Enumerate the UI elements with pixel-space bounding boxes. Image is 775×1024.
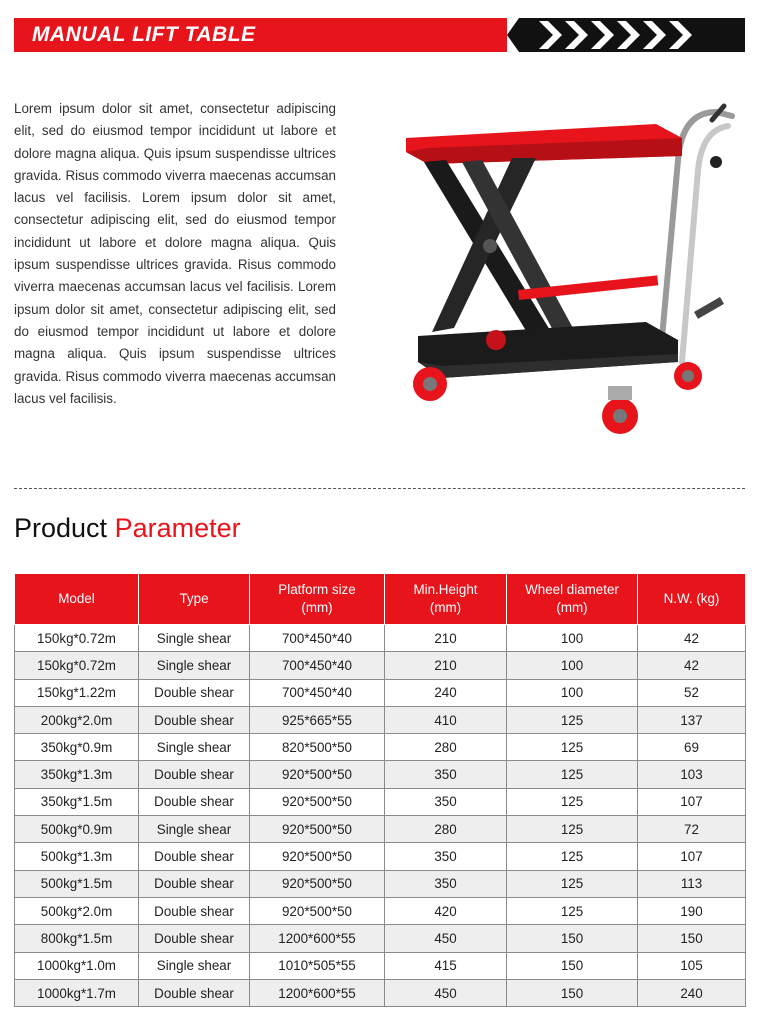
product-description: Lorem ipsum dolor sit amet, consectetur adipiscing elit, sed do eiusmod tempor incididunt ut labore et dolore magna aliqua. Quis ipsum suspendisse ultrices gravida. Risus commodo viverra maecenas accumsan lacus vel facilisis. Lorem ipsum dolor sit amet, consectetur adipiscing elit, sed do eiusmod tempor incididunt ut labore et dolore magna aliqua. Quis ipsum suspendisse ultrices gravida. Risus commodo viverra maecenas accumsan lacus vel facilisis. Lorem ipsum dolor sit amet, consectetur adipiscing elit, sed do eiusmod tempor incididunt ut labore et dolore magna aliqua. Quis ipsum suspendisse ultrices gravida. Risus commodo viverra maecenas accumsan lacus vel facilisis.: [14, 101, 336, 406]
table-row: [15, 625, 746, 652]
table-row: [15, 706, 746, 733]
cell-model: 350kg*1.3m: [15, 761, 139, 788]
cell-wheel-diameter: 125: [507, 761, 638, 788]
cell-model: 1000kg*1.0m: [15, 952, 139, 979]
cell-wheel-diameter: 100: [507, 625, 638, 652]
section-divider: [14, 488, 745, 489]
cell-type: Double shear: [139, 925, 250, 952]
cell-net-weight: 137: [638, 706, 746, 733]
table-row: [15, 870, 746, 897]
cell-type: Single shear: [139, 952, 250, 979]
cell-net-weight: 107: [638, 788, 746, 815]
cell-model: 350kg*1.5m: [15, 788, 139, 815]
cell-model: 150kg*0.72m: [15, 652, 139, 679]
cell-wheel-diameter: 150: [507, 925, 638, 952]
cell-platform-size: 1200*600*55: [250, 925, 385, 952]
table-row: [15, 652, 746, 679]
cell-model: 350kg*0.9m: [15, 734, 139, 761]
cell-min-height: 350: [385, 761, 507, 788]
heading-product: Product: [14, 513, 108, 543]
cell-type: Double shear: [139, 843, 250, 870]
section-heading: [14, 513, 241, 544]
cell-platform-size: 820*500*50: [250, 734, 385, 761]
cell-model: 500kg*0.9m: [15, 816, 139, 843]
cell-net-weight: 113: [638, 870, 746, 897]
cell-type: Single shear: [139, 625, 250, 652]
cell-platform-size: 925*665*55: [250, 706, 385, 733]
cell-platform-size: 920*500*50: [250, 761, 385, 788]
table-row: [15, 897, 746, 924]
cell-wheel-diameter: 100: [507, 679, 638, 706]
cell-type: Double shear: [139, 870, 250, 897]
cell-platform-size: 920*500*50: [250, 843, 385, 870]
cell-type: Double shear: [139, 706, 250, 733]
header-platform-size: Platform size (mm): [250, 574, 385, 625]
cell-type: Single shear: [139, 816, 250, 843]
cell-net-weight: 69: [638, 734, 746, 761]
cell-model: 500kg*1.3m: [15, 843, 139, 870]
cell-min-height: 450: [385, 925, 507, 952]
cell-net-weight: 42: [638, 652, 746, 679]
cell-min-height: 420: [385, 897, 507, 924]
cell-wheel-diameter: 150: [507, 952, 638, 979]
cell-platform-size: 920*500*50: [250, 870, 385, 897]
cell-net-weight: 107: [638, 843, 746, 870]
cell-min-height: 350: [385, 843, 507, 870]
cell-wheel-diameter: 150: [507, 979, 638, 1006]
cell-model: 1000kg*1.7m: [15, 979, 139, 1006]
cell-type: Single shear: [139, 734, 250, 761]
cell-wheel-diameter: 125: [507, 843, 638, 870]
cell-wheel-diameter: 125: [507, 870, 638, 897]
cell-model: 200kg*2.0m: [15, 706, 139, 733]
table-row: [15, 816, 746, 843]
cell-type: Double shear: [139, 979, 250, 1006]
chevron-strip: [507, 18, 745, 52]
cell-min-height: 240: [385, 679, 507, 706]
header-type: Type: [139, 574, 250, 625]
cell-net-weight: 150: [638, 925, 746, 952]
table-row: [15, 952, 746, 979]
cell-model: 800kg*1.5m: [15, 925, 139, 952]
header-model: Model: [15, 574, 139, 625]
cell-net-weight: 52: [638, 679, 746, 706]
table-row: [15, 761, 746, 788]
cell-platform-size: 1200*600*55: [250, 979, 385, 1006]
cell-min-height: 280: [385, 734, 507, 761]
header-min-height: Min.Height (mm): [385, 574, 507, 625]
cell-min-height: 210: [385, 652, 507, 679]
cell-net-weight: 72: [638, 816, 746, 843]
table-row: [15, 679, 746, 706]
cell-min-height: 410: [385, 706, 507, 733]
cell-model: 150kg*0.72m: [15, 625, 139, 652]
table-row: [15, 734, 746, 761]
table-body: [15, 625, 746, 1007]
table-row: [15, 979, 746, 1006]
cell-platform-size: 920*500*50: [250, 788, 385, 815]
cell-type: Single shear: [139, 652, 250, 679]
cell-net-weight: 103: [638, 761, 746, 788]
title-banner: [14, 18, 745, 52]
cell-type: Double shear: [139, 788, 250, 815]
lift-table-image: [398, 100, 748, 445]
cell-platform-size: 920*500*50: [250, 816, 385, 843]
cell-min-height: 450: [385, 979, 507, 1006]
cell-platform-size: 700*450*40: [250, 625, 385, 652]
cell-wheel-diameter: 125: [507, 897, 638, 924]
cell-min-height: 210: [385, 625, 507, 652]
cell-min-height: 280: [385, 816, 507, 843]
cell-wheel-diameter: 100: [507, 652, 638, 679]
cell-net-weight: 240: [638, 979, 746, 1006]
table-row: [15, 788, 746, 815]
cell-net-weight: 42: [638, 625, 746, 652]
cell-type: Double shear: [139, 679, 250, 706]
parameter-table: [14, 573, 746, 1007]
banner-title: MANUAL LIFT TABLE: [32, 23, 256, 46]
cell-min-height: 350: [385, 788, 507, 815]
cell-wheel-diameter: 125: [507, 816, 638, 843]
cell-net-weight: 105: [638, 952, 746, 979]
cell-model: 150kg*1.22m: [15, 679, 139, 706]
chevron-arrows-icon: [507, 18, 745, 52]
cell-platform-size: 700*450*40: [250, 679, 385, 706]
title-banner-red: [14, 18, 507, 52]
cell-type: Double shear: [139, 897, 250, 924]
cell-min-height: 350: [385, 870, 507, 897]
cell-wheel-diameter: 125: [507, 734, 638, 761]
heading-parameter: Parameter: [114, 513, 241, 543]
cell-platform-size: 700*450*40: [250, 652, 385, 679]
cell-wheel-diameter: 125: [507, 788, 638, 815]
table-row: [15, 925, 746, 952]
cell-model: 500kg*1.5m: [15, 870, 139, 897]
cell-type: Double shear: [139, 761, 250, 788]
cell-platform-size: 920*500*50: [250, 897, 385, 924]
cell-net-weight: 190: [638, 897, 746, 924]
table-row: [15, 843, 746, 870]
cell-min-height: 415: [385, 952, 507, 979]
header-wheel-diameter: Wheel diameter (mm): [507, 574, 638, 625]
header-net-weight: N.W. (kg): [638, 574, 746, 625]
cell-model: 500kg*2.0m: [15, 897, 139, 924]
cell-wheel-diameter: 125: [507, 706, 638, 733]
cell-platform-size: 1010*505*55: [250, 952, 385, 979]
table-header-row: [15, 574, 746, 625]
